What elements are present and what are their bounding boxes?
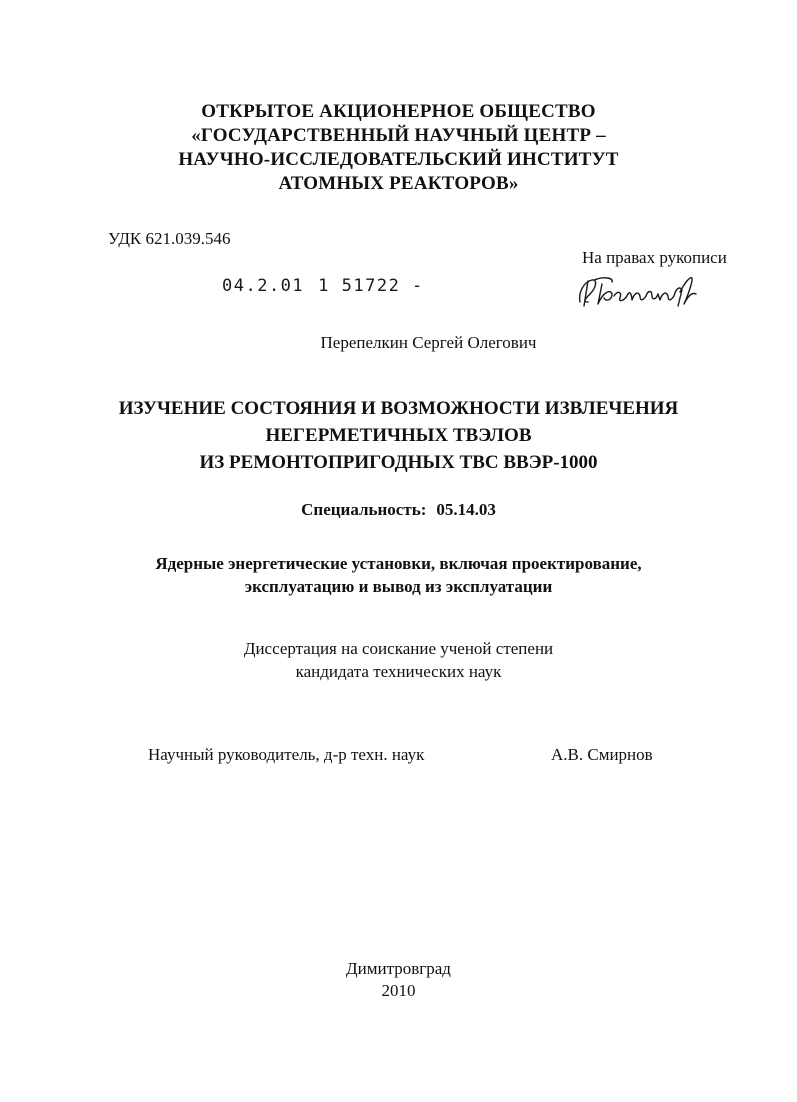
author-signature	[574, 272, 699, 312]
specialty-name	[0, 552, 797, 598]
title-line: НЕГЕРМЕТИЧНЫХ ТВЭЛОВ	[265, 425, 532, 446]
specialty-name-line: эксплуатацию и вывод из эксплуатации	[244, 577, 553, 596]
title-line: ИЗУЧЕНИЕ СОСТОЯНИЯ И ВОЗМОЖНОСТИ ИЗВЛЕЧЕНИЯ	[118, 398, 679, 419]
supervisor-label: Научный руководитель, д-р техн. наук	[148, 745, 425, 764]
degree-statement	[0, 637, 797, 683]
specialty	[0, 500, 797, 520]
title-line: ИЗ РЕМОНТОПРИГОДНЫХ ТВС ВВЭР-1000	[199, 452, 598, 473]
organization-header	[0, 100, 797, 196]
organization-line: «ГОСУДАРСТВЕННЫЙ НАУЧНЫЙ ЦЕНТР –	[191, 125, 606, 146]
specialty-name-line: Ядерные энергетические установки, включая проектирование,	[155, 554, 642, 573]
place-and-year	[0, 958, 797, 1002]
organization-line: АТОМНЫХ РЕАКТОРОВ»	[278, 173, 519, 194]
dissertation-title	[0, 395, 797, 476]
registration-stamp	[222, 276, 424, 296]
stamp-date-code: 04.2.01	[222, 276, 305, 296]
organization-line: НАУЧНО-ИССЛЕДОВАТЕЛЬСКИЙ ИНСТИТУТ	[178, 149, 619, 170]
year: 2010	[381, 981, 416, 1000]
supervisor-name: А.В. Смирнов	[551, 745, 653, 764]
specialty-label: Специальность:	[301, 500, 427, 519]
manuscript-rights-note: На правах рукописи	[582, 248, 727, 267]
specialty-code: 05.14.03	[436, 500, 496, 519]
degree-line: кандидата технических наук	[295, 662, 502, 681]
author-name: Перепелкин Сергей Олегович	[320, 333, 537, 352]
udk-code: УДК 621.039.546	[108, 229, 231, 248]
organization-line: ОТКРЫТОЕ АКЦИОНЕРНОЕ ОБЩЕСТВО	[201, 101, 596, 122]
stamp-number: 1 51722 -	[318, 276, 424, 296]
city: Димитровград	[346, 959, 451, 978]
degree-line: Диссертация на соискание ученой степени	[243, 639, 554, 658]
